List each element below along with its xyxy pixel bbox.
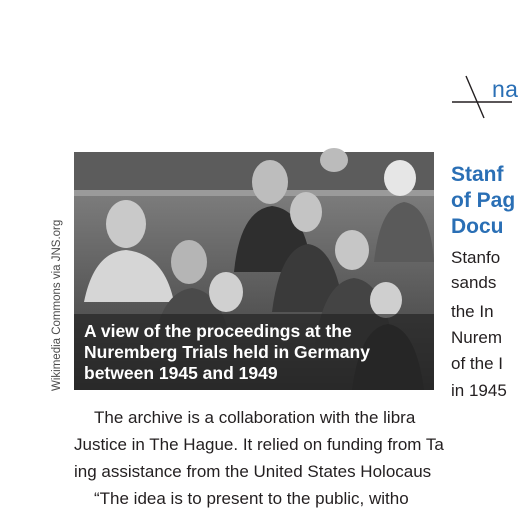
headline-line-3: Docu (451, 215, 504, 238)
caption-line-3: between 1945 and 1949 (84, 363, 278, 383)
body-line-4: “The idea is to present to the public, witho (94, 489, 409, 508)
body-line-2: Justice in The Hague. It relied on funding from Ta (74, 435, 444, 454)
caption-line-1: A view of the proceedings at the (84, 321, 352, 341)
column-line-2: sands (451, 273, 497, 292)
column-line-6: in 1945 (451, 381, 507, 400)
column-line-1: Stanfo (451, 248, 501, 267)
photo-credit: Wikimedia Commons via JNS.org (51, 219, 63, 391)
photo-caption (74, 314, 434, 390)
column-line-5: of the I (451, 354, 503, 373)
nuremberg-trials-photo (74, 152, 434, 390)
column-line-3: the In (451, 302, 494, 321)
body-line-3: ing assistance from the United States Holocaus (74, 462, 432, 481)
caption-line-2: Nuremberg Trials held in Germany (84, 342, 370, 362)
column-line-4: Nurem (451, 328, 503, 347)
section-header (452, 74, 518, 120)
headline-line-1: Stanf (451, 163, 504, 186)
section-header-word: na (492, 76, 518, 102)
body-line-1: The archive is a collaboration with the libra (94, 408, 416, 427)
headline-line-2: of Pag (451, 189, 516, 212)
